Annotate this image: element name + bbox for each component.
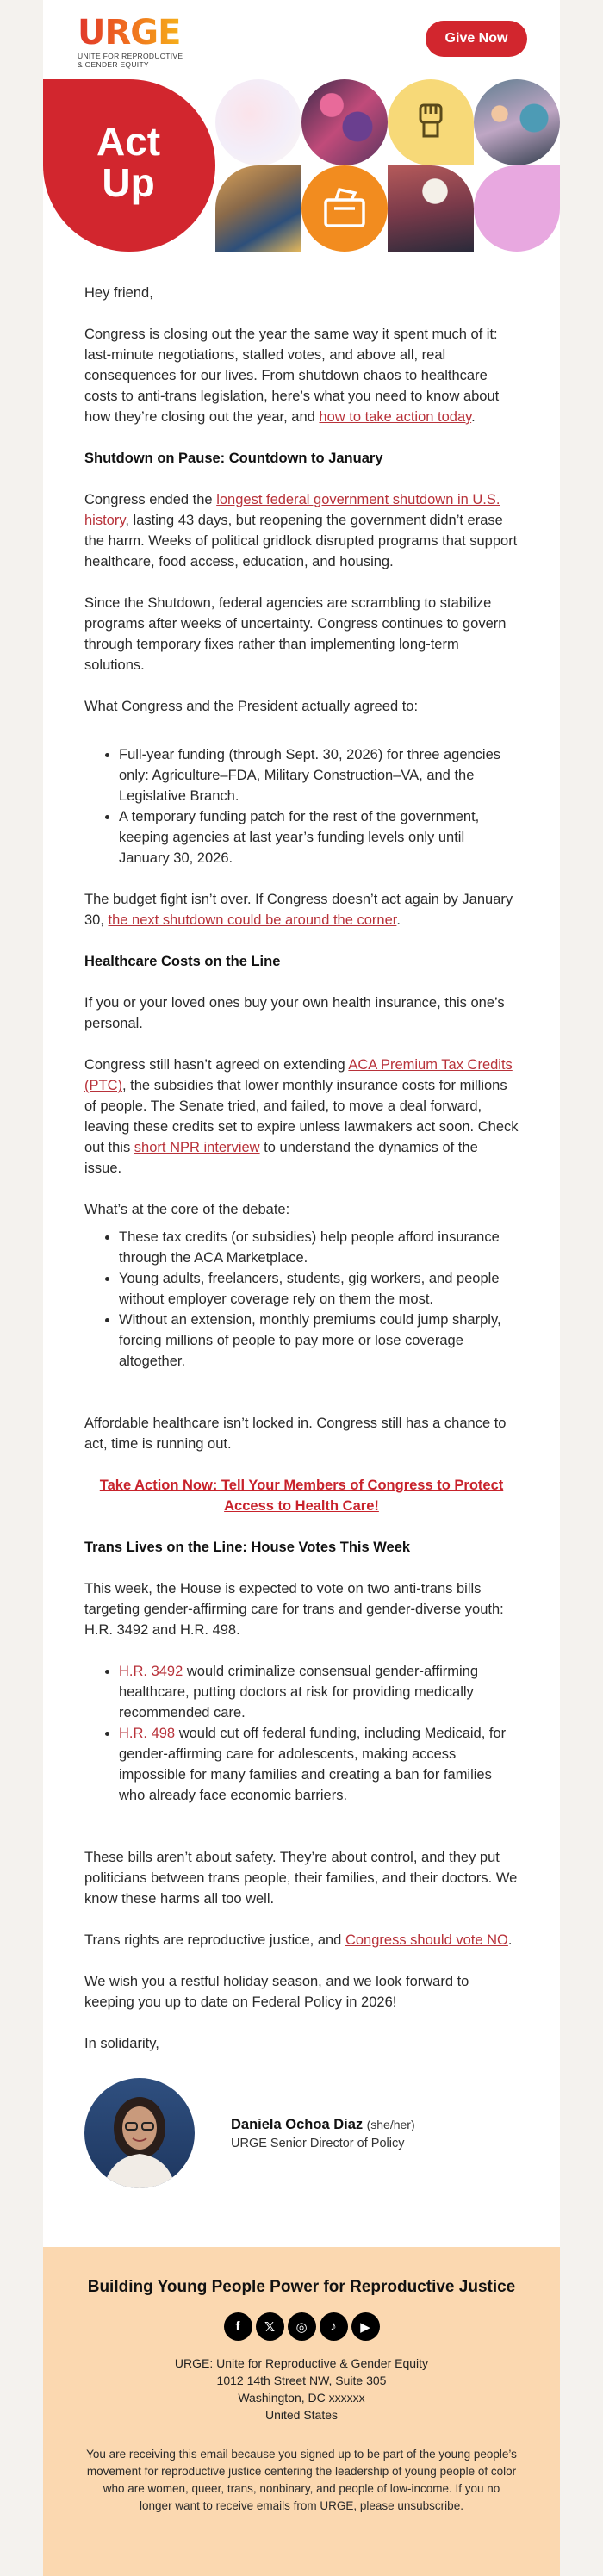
healthcare-text-2c: to understand the dynamics of the issue. [84, 1140, 478, 1176]
mailing-address [43, 2355, 560, 2424]
protest-photo-1 [302, 79, 388, 165]
facebook-icon[interactable]: f [224, 2312, 252, 2341]
hr-498-text: would cut off federal funding, including Medicaid, for gender-affirming care for adolescents, making access impossible for many families and creating a ban for families who already face economic barriers. [119, 1726, 507, 1803]
address-line: 1012 14th Street NW, Suite 305 [216, 2374, 387, 2387]
healthcare-bullet-list [119, 1227, 519, 1372]
signer-title: URGE Senior Director of Policy [231, 2136, 405, 2150]
trans-text-3a: Trans rights are reproductive justice, and [84, 1932, 345, 1948]
healthcare-paragraph-2 [84, 1055, 519, 1179]
longest-shutdown-link[interactable]: longest federal government shutdown in U.S. history [84, 492, 500, 528]
raised-fist-tile [388, 79, 474, 165]
list-item: • Without an extension, monthly premiums could jump sharply, forcing millions of people to pay more or lose coverage altogether. [119, 1310, 519, 1372]
signer-name-line [231, 2117, 415, 2133]
social-links [43, 2312, 560, 2341]
shutdown-text-1b: , lasting 43 days, but reopening the government didn’t erase the harm. Weeks of political gridlock disrupted programs that support healthcare, food access, education, and housing. [84, 513, 518, 569]
give-now-button[interactable]: Give Now [426, 21, 527, 57]
email-header [43, 0, 560, 79]
shutdown-paragraph-3: What Congress and the President actually agreed to: [84, 699, 419, 714]
instagram-icon[interactable]: ◎ [288, 2312, 316, 2341]
healthcare-paragraph-1: If you or your loved ones buy your own health insurance, this one’s personal. [84, 995, 505, 1031]
act-up-line-1: Act [96, 119, 161, 164]
intro-paragraph [84, 324, 519, 427]
next-shutdown-link[interactable]: the next shutdown could be around the corner [108, 912, 397, 928]
trans-paragraph-2: These bills aren’t about safety. They’re about control, and they put politicians between trans people, their families, and their doctors. We know these harms all too well. [84, 1850, 518, 1907]
healthcare-paragraph-3: What’s at the core of the debate: [84, 1202, 290, 1217]
greeting: Hey friend, [84, 285, 153, 301]
shutdown-text-1a: Congress ended the [84, 492, 217, 507]
protest-photo-2 [474, 79, 560, 165]
holiday-paragraph: We wish you a restful holiday season, and we look forward to keeping you up to date on Federal Policy in 2026! [84, 1974, 469, 2010]
urge-logo[interactable] [78, 13, 183, 69]
trans-heading: Trans Lives on the Line: House Votes This Week [84, 1540, 411, 1555]
healthcare-text-2a: Congress still hasn’t agreed on extending [84, 1057, 349, 1073]
logo-tagline-2: & GENDER EQUITY [78, 60, 149, 69]
logo-wordmark: URGE [78, 16, 183, 50]
email-body [43, 0, 560, 2576]
signature-text [231, 2117, 415, 2150]
list-item: • Full-year funding (through Sept. 30, 2026) for three agencies only: Agriculture–FDA, Military Construction–VA, and the Legislative Branch. [119, 744, 519, 806]
signature-block [43, 2078, 560, 2188]
trans-paragraph-1: This week, the House is expected to vote on two anti-trans bills targeting gender-affirming care for trans and gender-diverse youth: H.R. 3492 and H.R. 498. [84, 1581, 504, 1638]
protest-photo-3 [215, 165, 302, 252]
hr-498-link[interactable]: H.R. 498 [119, 1726, 176, 1741]
act-up-line-2: Up [102, 160, 155, 205]
healthcare-text-2b: , the subsidies that lower monthly insurance costs for millions of people. The Senate tried, and failed, to move a deal forward, leaving these credits set to expire unless lawmakers act soon. Check out this [84, 1078, 519, 1155]
list-item: • Young adults, freelancers, students, gig workers, and people without employer coverage rely on them the most. [119, 1268, 519, 1310]
hr-3492-link[interactable]: H.R. 3492 [119, 1664, 183, 1679]
pink-shape [474, 165, 560, 252]
tiktok-icon[interactable]: ♪ [320, 2312, 348, 2341]
list-item: • A temporary funding patch for the rest of the government, keeping agencies at last year’s funding levels only until January 30, 2026. [119, 806, 519, 868]
list-item [119, 1661, 519, 1723]
congress-vote-no-link[interactable]: Congress should vote NO [345, 1932, 508, 1948]
shutdown-bullet-list [119, 744, 519, 868]
raised-fist-icon [388, 79, 474, 165]
logo-tagline-1: UNITE FOR REPRODUCTIVE [78, 52, 183, 60]
youtube-icon[interactable]: ▶ [351, 2312, 380, 2341]
closing-line: In solidarity, [84, 2036, 159, 2051]
trans-paragraph-3 [84, 1930, 519, 1951]
act-up-title [96, 121, 160, 203]
aca-premium-tax-credits-link[interactable]: ACA Premium Tax Credits (PTC) [84, 1057, 513, 1093]
avatar [84, 2078, 195, 2188]
x-icon[interactable]: 𝕏 [256, 2312, 284, 2341]
trans-text-3b: . [507, 1932, 513, 1948]
address-line: URGE: Unite for Reproductive & Gender Equity [174, 2356, 429, 2370]
ballot-box-icon [302, 165, 388, 252]
hero-collage [43, 79, 560, 252]
pastel-gradient-shape [215, 79, 302, 165]
list-item: • These tax credits (or subsidies) help people afford insurance through the ACA Marketplace. [119, 1227, 519, 1268]
npr-interview-link[interactable]: short NPR interview [134, 1140, 260, 1155]
hr-3492-text: would criminalize consensual gender-affirming healthcare, putting doctors at risk for providing medically recommended care. [119, 1664, 478, 1720]
portrait-photo [84, 2078, 195, 2188]
shutdown-text-4b: . [396, 912, 401, 928]
unsubscribe-notice: You are receiving this email because you signed up to be part of the young people’s movement for reproductive justice centering the leadership of young people of color who are women, queer, trans, nonbinary, and people of low-income. If you no longer want to receive emails from URGE, please unsubscribe. [86, 2448, 517, 2512]
intro-text-end: . [471, 409, 476, 425]
intro-text: Congress is closing out the year the same way it spent much of it: last-minute negotiations, stalled votes, and above all, real consequences for our lives. From shutdown chaos to healthcare costs to anti-trans legislation, here’s what you need to know about how they’re closing out the year, and [84, 327, 500, 425]
address-line: Washington, DC xxxxxx [238, 2391, 365, 2405]
shutdown-heading: Shutdown on Pause: Countdown to January [84, 451, 383, 466]
signer-name: Daniela Ochoa Diaz [231, 2116, 364, 2132]
email-footer [43, 2247, 560, 2576]
trans-bullet-list [119, 1661, 519, 1806]
take-action-today-link[interactable]: how to take action today [319, 409, 472, 425]
take-action-health-care-link[interactable]: Take Action Now: Tell Your Members of Congress to Protect Access to Health Care! [99, 1478, 504, 1514]
shutdown-paragraph-2: Since the Shutdown, federal agencies are scrambling to stabilize programs after weeks of uncertainty. Congress continues to govern through temporary fixes rather than implementing long-term solutions. [84, 595, 507, 673]
email-content [43, 283, 560, 2054]
protest-photo-4 [388, 165, 474, 252]
healthcare-heading: Healthcare Costs on the Line [84, 954, 281, 969]
shutdown-text-4a: The budget fight isn’t over. If Congress doesn’t act again by January 30, [84, 892, 513, 928]
signer-pronouns: (she/her) [366, 2117, 415, 2131]
healthcare-paragraph-4: Affordable healthcare isn’t locked in. Congress still has a chance to act, time is running out. [84, 1416, 507, 1452]
shutdown-paragraph-1 [84, 489, 519, 572]
shutdown-paragraph-4 [84, 889, 519, 930]
footer-title: Building Young People Power for Reproductive Justice [87, 2278, 516, 2296]
address-line: United States [264, 2408, 339, 2422]
ballot-box-tile [302, 165, 388, 252]
list-item [119, 1723, 519, 1806]
